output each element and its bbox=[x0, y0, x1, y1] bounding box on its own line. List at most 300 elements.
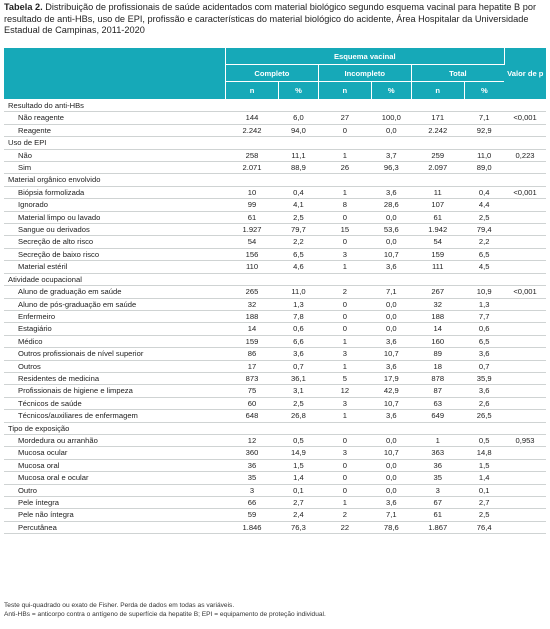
cell-p-value bbox=[504, 162, 546, 174]
cell-completo-pct: 0,1 bbox=[279, 484, 319, 496]
table-row bbox=[4, 497, 546, 509]
cell-total-n: 35 bbox=[411, 472, 464, 484]
cell-total-n: 18 bbox=[411, 360, 464, 372]
cell-completo-n: 14 bbox=[225, 323, 278, 335]
cell-incompleto-n: 8 bbox=[318, 199, 371, 211]
cell-completo-pct: 94,0 bbox=[279, 124, 319, 136]
cell-total-pct: 0,7 bbox=[464, 360, 504, 372]
cell-total-n: 1 bbox=[411, 434, 464, 446]
row-label: Secreção de baixo risco bbox=[4, 248, 225, 260]
section-row bbox=[4, 137, 546, 149]
cell-completo-n: 59 bbox=[225, 509, 278, 521]
cell-incompleto-n: 1 bbox=[318, 335, 371, 347]
cell-p-value bbox=[504, 484, 546, 496]
cell-total-n: 649 bbox=[411, 410, 464, 422]
cell-completo-n: 1.927 bbox=[225, 224, 278, 236]
cell-completo-n: 188 bbox=[225, 310, 278, 322]
cell-incompleto-pct: 10,7 bbox=[371, 348, 411, 360]
cell-incompleto-n: 3 bbox=[318, 348, 371, 360]
table-row bbox=[4, 397, 546, 409]
cell-total-pct: 7,1 bbox=[464, 112, 504, 124]
table-row bbox=[4, 211, 546, 223]
cell-completo-n: 35 bbox=[225, 472, 278, 484]
row-label: Sim bbox=[4, 162, 225, 174]
cell-incompleto-pct: 96,3 bbox=[371, 162, 411, 174]
cell-incompleto-n: 0 bbox=[318, 211, 371, 223]
cell-p-value bbox=[504, 211, 546, 223]
cell-completo-n: 648 bbox=[225, 410, 278, 422]
cell-incompleto-pct: 10,7 bbox=[371, 248, 411, 260]
table-row bbox=[4, 149, 546, 161]
row-label: Pele íntegra bbox=[4, 497, 225, 509]
cell-total-pct: 0,4 bbox=[464, 186, 504, 198]
cell-p-value bbox=[504, 521, 546, 533]
cell-total-pct: 10,9 bbox=[464, 286, 504, 298]
cell-incompleto-pct: 28,6 bbox=[371, 199, 411, 211]
row-label: Biópsia formolizada bbox=[4, 186, 225, 198]
cell-completo-n: 60 bbox=[225, 397, 278, 409]
table-caption bbox=[4, 2, 546, 37]
cell-total-n: 188 bbox=[411, 310, 464, 322]
cell-total-pct: 14,8 bbox=[464, 447, 504, 459]
cell-p-value: 0,223 bbox=[504, 149, 546, 161]
cell-total-pct: 2,2 bbox=[464, 236, 504, 248]
cell-total-n: 107 bbox=[411, 199, 464, 211]
cell-p-value bbox=[504, 372, 546, 384]
cell-incompleto-pct: 7,1 bbox=[371, 286, 411, 298]
cell-p-value bbox=[504, 335, 546, 347]
section-title: Tipo de exposição bbox=[4, 422, 546, 434]
cell-incompleto-n: 12 bbox=[318, 385, 371, 397]
cell-completo-pct: 0,5 bbox=[279, 434, 319, 446]
table-row bbox=[4, 298, 546, 310]
table-row bbox=[4, 248, 546, 260]
cell-completo-pct: 6,5 bbox=[279, 248, 319, 260]
cell-incompleto-n: 27 bbox=[318, 112, 371, 124]
cell-incompleto-pct: 10,7 bbox=[371, 397, 411, 409]
cell-total-n: 14 bbox=[411, 323, 464, 335]
cell-incompleto-pct: 0,0 bbox=[371, 124, 411, 136]
cell-total-pct: 2,5 bbox=[464, 211, 504, 223]
header-total-pct: % bbox=[464, 82, 504, 100]
cell-incompleto-pct: 3,6 bbox=[371, 186, 411, 198]
cell-completo-pct: 36,1 bbox=[279, 372, 319, 384]
row-label: Aluno de graduação em saúde bbox=[4, 286, 225, 298]
row-label: Não bbox=[4, 149, 225, 161]
table-row bbox=[4, 261, 546, 273]
cell-p-value bbox=[504, 459, 546, 471]
table-row bbox=[4, 124, 546, 136]
cell-incompleto-pct: 0,0 bbox=[371, 298, 411, 310]
cell-incompleto-pct: 0,0 bbox=[371, 211, 411, 223]
cell-p-value bbox=[504, 224, 546, 236]
cell-p-value bbox=[504, 472, 546, 484]
cell-p-value bbox=[504, 298, 546, 310]
cell-incompleto-n: 0 bbox=[318, 484, 371, 496]
row-label: Secreção de alto risco bbox=[4, 236, 225, 248]
cell-completo-pct: 14,9 bbox=[279, 447, 319, 459]
table-header bbox=[4, 48, 546, 100]
header-incompleto-pct: % bbox=[371, 82, 411, 100]
cell-p-value bbox=[504, 310, 546, 322]
cell-total-n: 54 bbox=[411, 236, 464, 248]
cell-completo-pct: 6,6 bbox=[279, 335, 319, 347]
cell-p-value: 0,953 bbox=[504, 434, 546, 446]
cell-completo-pct: 26,8 bbox=[279, 410, 319, 422]
cell-total-pct: 0,5 bbox=[464, 434, 504, 446]
table-row bbox=[4, 286, 546, 298]
table-row bbox=[4, 472, 546, 484]
cell-total-n: 87 bbox=[411, 385, 464, 397]
table-footnotes bbox=[4, 601, 546, 619]
cell-incompleto-n: 0 bbox=[318, 236, 371, 248]
cell-completo-n: 873 bbox=[225, 372, 278, 384]
cell-completo-pct: 3,1 bbox=[279, 385, 319, 397]
cell-completo-n: 156 bbox=[225, 248, 278, 260]
cell-completo-pct: 1,5 bbox=[279, 459, 319, 471]
cell-p-value bbox=[504, 261, 546, 273]
cell-completo-n: 99 bbox=[225, 199, 278, 211]
cell-completo-pct: 2,5 bbox=[279, 397, 319, 409]
cell-completo-n: 66 bbox=[225, 497, 278, 509]
cell-incompleto-pct: 78,6 bbox=[371, 521, 411, 533]
row-label: Residentes de medicina bbox=[4, 372, 225, 384]
cell-p-value bbox=[504, 397, 546, 409]
footnote-abbreviations: Anti-HBs = anticorpo contra o antígeno de superfície da hepatite B; EPI = equipamento de proteção individual. bbox=[4, 611, 326, 618]
cell-total-pct: 92,9 bbox=[464, 124, 504, 136]
row-label: Reagente bbox=[4, 124, 225, 136]
cell-completo-n: 110 bbox=[225, 261, 278, 273]
cell-incompleto-n: 26 bbox=[318, 162, 371, 174]
row-label: Estagiário bbox=[4, 323, 225, 335]
cell-completo-n: 86 bbox=[225, 348, 278, 360]
table-row bbox=[4, 434, 546, 446]
section-row bbox=[4, 422, 546, 434]
header-completo-pct: % bbox=[279, 82, 319, 100]
cell-p-value: <0,001 bbox=[504, 112, 546, 124]
cell-p-value bbox=[504, 199, 546, 211]
header-completo: Completo bbox=[225, 65, 318, 82]
row-label: Mordedura ou arranhão bbox=[4, 434, 225, 446]
row-label: Mucosa oral e ocular bbox=[4, 472, 225, 484]
table-row bbox=[4, 385, 546, 397]
cell-completo-pct: 3,6 bbox=[279, 348, 319, 360]
cell-completo-n: 144 bbox=[225, 112, 278, 124]
cell-completo-pct: 88,9 bbox=[279, 162, 319, 174]
section-row bbox=[4, 273, 546, 285]
header-total-n: n bbox=[411, 82, 464, 100]
header-blank bbox=[4, 48, 225, 100]
cell-total-pct: 1,3 bbox=[464, 298, 504, 310]
cell-total-pct: 3,6 bbox=[464, 385, 504, 397]
cell-total-n: 363 bbox=[411, 447, 464, 459]
table-row bbox=[4, 509, 546, 521]
cell-completo-pct: 1,4 bbox=[279, 472, 319, 484]
cell-total-pct: 1,5 bbox=[464, 459, 504, 471]
cell-incompleto-n: 1 bbox=[318, 186, 371, 198]
row-label: Material limpo ou lavado bbox=[4, 211, 225, 223]
cell-total-n: 1.867 bbox=[411, 521, 464, 533]
cell-total-pct: 0,6 bbox=[464, 323, 504, 335]
cell-completo-pct: 0,6 bbox=[279, 323, 319, 335]
table-row bbox=[4, 372, 546, 384]
cell-p-value bbox=[504, 360, 546, 372]
cell-incompleto-pct: 0,0 bbox=[371, 323, 411, 335]
cell-incompleto-pct: 0,0 bbox=[371, 434, 411, 446]
cell-p-value bbox=[504, 323, 546, 335]
cell-completo-pct: 0,7 bbox=[279, 360, 319, 372]
cell-completo-pct: 2,2 bbox=[279, 236, 319, 248]
cell-total-n: 2.242 bbox=[411, 124, 464, 136]
cell-p-value: <0,001 bbox=[504, 186, 546, 198]
cell-total-pct: 2,5 bbox=[464, 509, 504, 521]
cell-incompleto-n: 0 bbox=[318, 472, 371, 484]
data-table bbox=[4, 48, 546, 534]
header-incompleto-n: n bbox=[318, 82, 371, 100]
cell-total-pct: 3,6 bbox=[464, 348, 504, 360]
cell-p-value: <0,001 bbox=[504, 286, 546, 298]
cell-completo-n: 75 bbox=[225, 385, 278, 397]
cell-incompleto-pct: 53,6 bbox=[371, 224, 411, 236]
cell-completo-n: 2.242 bbox=[225, 124, 278, 136]
cell-incompleto-n: 0 bbox=[318, 298, 371, 310]
cell-incompleto-n: 0 bbox=[318, 434, 371, 446]
cell-total-pct: 7,7 bbox=[464, 310, 504, 322]
cell-incompleto-n: 5 bbox=[318, 372, 371, 384]
cell-completo-pct: 7,8 bbox=[279, 310, 319, 322]
cell-total-n: 111 bbox=[411, 261, 464, 273]
cell-incompleto-n: 2 bbox=[318, 509, 371, 521]
cell-total-pct: 6,5 bbox=[464, 335, 504, 347]
table-body bbox=[4, 100, 546, 534]
cell-total-pct: 35,9 bbox=[464, 372, 504, 384]
cell-p-value bbox=[504, 348, 546, 360]
table-row bbox=[4, 112, 546, 124]
cell-completo-n: 10 bbox=[225, 186, 278, 198]
cell-p-value bbox=[504, 497, 546, 509]
cell-incompleto-n: 3 bbox=[318, 248, 371, 260]
cell-completo-pct: 4,6 bbox=[279, 261, 319, 273]
cell-total-pct: 11,0 bbox=[464, 149, 504, 161]
cell-total-pct: 79,4 bbox=[464, 224, 504, 236]
cell-total-pct: 2,6 bbox=[464, 397, 504, 409]
cell-completo-n: 54 bbox=[225, 236, 278, 248]
table-row bbox=[4, 323, 546, 335]
cell-total-pct: 26,5 bbox=[464, 410, 504, 422]
row-label: Técnicos/auxiliares de enfermagem bbox=[4, 410, 225, 422]
cell-total-n: 36 bbox=[411, 459, 464, 471]
table-row bbox=[4, 162, 546, 174]
cell-incompleto-pct: 100,0 bbox=[371, 112, 411, 124]
cell-total-pct: 6,5 bbox=[464, 248, 504, 260]
cell-total-n: 267 bbox=[411, 286, 464, 298]
row-label: Percutânea bbox=[4, 521, 225, 533]
cell-completo-pct: 2,5 bbox=[279, 211, 319, 223]
table-row bbox=[4, 224, 546, 236]
cell-incompleto-pct: 3,6 bbox=[371, 335, 411, 347]
table-row bbox=[4, 348, 546, 360]
cell-incompleto-pct: 0,0 bbox=[371, 472, 411, 484]
row-label: Profissionais de higiene e limpeza bbox=[4, 385, 225, 397]
header-completo-n: n bbox=[225, 82, 278, 100]
cell-incompleto-pct: 3,6 bbox=[371, 410, 411, 422]
cell-total-n: 259 bbox=[411, 149, 464, 161]
table-row bbox=[4, 447, 546, 459]
cell-total-n: 1.942 bbox=[411, 224, 464, 236]
cell-incompleto-pct: 17,9 bbox=[371, 372, 411, 384]
cell-incompleto-n: 0 bbox=[318, 323, 371, 335]
cell-incompleto-n: 0 bbox=[318, 459, 371, 471]
cell-total-n: 61 bbox=[411, 509, 464, 521]
cell-total-n: 878 bbox=[411, 372, 464, 384]
row-label: Enfermeiro bbox=[4, 310, 225, 322]
row-label: Mucosa oral bbox=[4, 459, 225, 471]
cell-incompleto-n: 3 bbox=[318, 397, 371, 409]
cell-completo-n: 2.071 bbox=[225, 162, 278, 174]
cell-total-n: 160 bbox=[411, 335, 464, 347]
table-row bbox=[4, 186, 546, 198]
cell-completo-pct: 0,4 bbox=[279, 186, 319, 198]
cell-completo-n: 32 bbox=[225, 298, 278, 310]
cell-p-value bbox=[504, 410, 546, 422]
cell-incompleto-pct: 42,9 bbox=[371, 385, 411, 397]
header-esquema-vacinal: Esquema vacinal bbox=[225, 48, 504, 65]
cell-completo-n: 12 bbox=[225, 434, 278, 446]
cell-completo-n: 159 bbox=[225, 335, 278, 347]
section-title: Resultado do anti-HBs bbox=[4, 100, 546, 112]
cell-total-n: 67 bbox=[411, 497, 464, 509]
table-number: Tabela 2. bbox=[4, 2, 43, 12]
cell-total-pct: 0,1 bbox=[464, 484, 504, 496]
row-label: Não reagente bbox=[4, 112, 225, 124]
section-title: Atividade ocupacional bbox=[4, 273, 546, 285]
cell-total-n: 11 bbox=[411, 186, 464, 198]
cell-p-value bbox=[504, 447, 546, 459]
table-row bbox=[4, 459, 546, 471]
cell-total-pct: 4,4 bbox=[464, 199, 504, 211]
row-label: Mucosa ocular bbox=[4, 447, 225, 459]
table-row bbox=[4, 484, 546, 496]
cell-total-n: 63 bbox=[411, 397, 464, 409]
cell-completo-n: 61 bbox=[225, 211, 278, 223]
cell-completo-n: 258 bbox=[225, 149, 278, 161]
cell-total-pct: 1,4 bbox=[464, 472, 504, 484]
table-row bbox=[4, 199, 546, 211]
header-valor-p: Valor de p bbox=[504, 48, 546, 100]
cell-completo-n: 3 bbox=[225, 484, 278, 496]
cell-p-value bbox=[504, 236, 546, 248]
cell-total-n: 171 bbox=[411, 112, 464, 124]
row-label: Outros bbox=[4, 360, 225, 372]
cell-completo-pct: 2,7 bbox=[279, 497, 319, 509]
cell-total-pct: 89,0 bbox=[464, 162, 504, 174]
header-incompleto: Incompleto bbox=[318, 65, 411, 82]
table-row bbox=[4, 410, 546, 422]
row-label: Outros profissionais de nível superior bbox=[4, 348, 225, 360]
cell-completo-pct: 2,4 bbox=[279, 509, 319, 521]
cell-incompleto-n: 2 bbox=[318, 286, 371, 298]
cell-completo-pct: 4,1 bbox=[279, 199, 319, 211]
cell-total-pct: 76,4 bbox=[464, 521, 504, 533]
cell-total-n: 159 bbox=[411, 248, 464, 260]
table-row bbox=[4, 360, 546, 372]
cell-completo-pct: 11,1 bbox=[279, 149, 319, 161]
cell-incompleto-pct: 3,6 bbox=[371, 360, 411, 372]
cell-incompleto-pct: 0,0 bbox=[371, 459, 411, 471]
row-label: Pele não íntegra bbox=[4, 509, 225, 521]
cell-completo-pct: 79,7 bbox=[279, 224, 319, 236]
section-title: Material orgânico envolvido bbox=[4, 174, 546, 186]
cell-p-value bbox=[504, 124, 546, 136]
row-label: Técnicos de saúde bbox=[4, 397, 225, 409]
row-label: Aluno de pós-graduação em saúde bbox=[4, 298, 225, 310]
cell-incompleto-pct: 0,0 bbox=[371, 310, 411, 322]
cell-incompleto-n: 1 bbox=[318, 410, 371, 422]
section-row bbox=[4, 100, 546, 112]
row-label: Médico bbox=[4, 335, 225, 347]
cell-completo-pct: 76,3 bbox=[279, 521, 319, 533]
table-row bbox=[4, 521, 546, 533]
row-label: Ignorado bbox=[4, 199, 225, 211]
footnote-test: Teste qui-quadrado ou exato de Fisher. Perda de dados em todas as variáveis. bbox=[4, 602, 235, 609]
cell-p-value bbox=[504, 509, 546, 521]
cell-total-n: 61 bbox=[411, 211, 464, 223]
cell-incompleto-pct: 3,6 bbox=[371, 497, 411, 509]
cell-total-n: 32 bbox=[411, 298, 464, 310]
cell-incompleto-pct: 7,1 bbox=[371, 509, 411, 521]
cell-p-value bbox=[504, 248, 546, 260]
row-label: Material estéril bbox=[4, 261, 225, 273]
cell-incompleto-n: 15 bbox=[318, 224, 371, 236]
cell-completo-n: 1.846 bbox=[225, 521, 278, 533]
table-row bbox=[4, 236, 546, 248]
cell-incompleto-n: 3 bbox=[318, 447, 371, 459]
section-title: Uso de EPI bbox=[4, 137, 546, 149]
cell-completo-pct: 6,0 bbox=[279, 112, 319, 124]
cell-incompleto-pct: 0,0 bbox=[371, 236, 411, 248]
header-total: Total bbox=[411, 65, 504, 82]
cell-completo-pct: 11,0 bbox=[279, 286, 319, 298]
cell-completo-n: 265 bbox=[225, 286, 278, 298]
row-label: Sangue ou derivados bbox=[4, 224, 225, 236]
cell-incompleto-pct: 0,0 bbox=[371, 484, 411, 496]
table-row bbox=[4, 310, 546, 322]
cell-incompleto-n: 0 bbox=[318, 310, 371, 322]
cell-completo-pct: 1,3 bbox=[279, 298, 319, 310]
cell-incompleto-pct: 3,6 bbox=[371, 261, 411, 273]
row-label: Outro bbox=[4, 484, 225, 496]
table-row bbox=[4, 335, 546, 347]
caption-text: Distribuição de profissionais de saúde acidentados com material biológico segundo esquema vacinal para hepatite B por resultado de anti-HBs, uso de EPI, profissão e características do material biológico do acidente, Área Hospitalar da Universidade Estadual de Campinas, 2011-2020 bbox=[4, 2, 536, 36]
cell-completo-n: 36 bbox=[225, 459, 278, 471]
cell-total-n: 3 bbox=[411, 484, 464, 496]
cell-incompleto-n: 1 bbox=[318, 149, 371, 161]
cell-total-n: 89 bbox=[411, 348, 464, 360]
cell-completo-n: 17 bbox=[225, 360, 278, 372]
cell-p-value bbox=[504, 385, 546, 397]
cell-total-pct: 4,5 bbox=[464, 261, 504, 273]
cell-incompleto-n: 1 bbox=[318, 261, 371, 273]
cell-total-pct: 2,7 bbox=[464, 497, 504, 509]
cell-incompleto-pct: 10,7 bbox=[371, 447, 411, 459]
cell-incompleto-n: 0 bbox=[318, 124, 371, 136]
cell-incompleto-n: 1 bbox=[318, 360, 371, 372]
cell-incompleto-pct: 3,7 bbox=[371, 149, 411, 161]
section-row bbox=[4, 174, 546, 186]
cell-incompleto-n: 1 bbox=[318, 497, 371, 509]
cell-completo-n: 360 bbox=[225, 447, 278, 459]
cell-incompleto-n: 22 bbox=[318, 521, 371, 533]
